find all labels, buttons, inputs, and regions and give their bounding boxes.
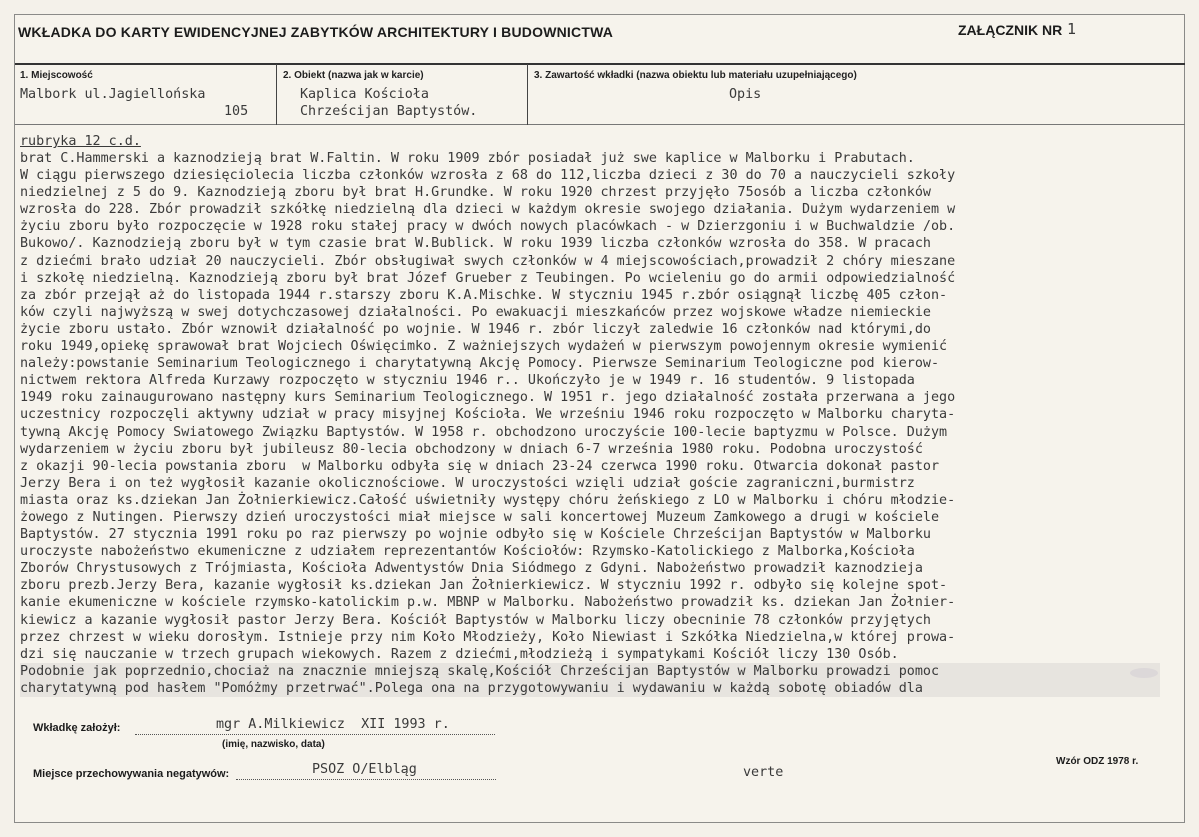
description-text bbox=[20, 150, 1160, 697]
text-line: miasta oraz ks.dziekan Jan Żołnierkiewicz.Całość uświetniły występy chóru żeńskiego z LO w Malborku i chóru młodzie- bbox=[20, 492, 956, 508]
author-value: mgr A.Milkiewicz XII 1993 r. bbox=[216, 717, 450, 732]
rubric-heading: rubryka 12 c.d. bbox=[20, 134, 141, 149]
contents-label: 3. Zawartość wkładki (nazwa obiektu lub materiału uzupełniającego) bbox=[534, 70, 857, 81]
text-line: i szkołę niedzielną. Kaznodzieją zboru był brat Józef Grueber z Teubingen. Po wcieleniu go do armii odpowiedzialność bbox=[20, 270, 956, 286]
text-line: przez chrzest w wieku dorosłym. Istnieje przy nim Koło Młodzieży, Koło Niewiast i Szkółka Niedzielna,w której prowa- bbox=[20, 629, 956, 645]
text-line: dzi się nauczanie w trzech grupach wiekowych. Razem z dziećmi,młodzieżą i sympatykami Kościół liczy 130 Osób. bbox=[20, 646, 899, 662]
locality-value-line2: 105 bbox=[224, 104, 249, 119]
text-line: żowego z Nutingen. Pierwszy dzień uroczystości miał miejsce w sali koncertowej Muzeum Zamkowego a drugi w kościele bbox=[20, 509, 940, 525]
locality-value-line1: Malbork ul.Jagiellońska bbox=[20, 87, 206, 102]
annex-number: 1 bbox=[1067, 20, 1077, 38]
text-line: W ciągu pierwszego dziesięciolecia liczba członków wzrosła z 68 do 112,liczba dzieci z 30 do 70 a nauczycieli szkoły bbox=[20, 168, 956, 184]
text-line: z dziećmi brało udział 20 nauczycieli. Zbór obsługiwał swych członków w 4 miejscowościach,prowadził 2 chóry mieszane bbox=[20, 253, 956, 269]
verte-note: verte bbox=[743, 765, 784, 780]
text-line: wydarzeniem w życiu zboru był jubileusz 80-lecia obchodzony w dniach 6-7 września 1980 roku. Podobna uroczystość bbox=[20, 441, 923, 457]
text-line: wzrosła do 228. Zbór prowadził szkółkę niedzielną dla dzieci w każdym okresie swojego działania. Dużym wydarzeniem w bbox=[20, 202, 956, 218]
header-divider bbox=[15, 63, 1185, 65]
text-line: uczestnicy rozpoczęli aktywny udział w pracy misyjnej Kościoła. We wrześniu 1946 roku rozpoczęto w Malborku charyta- bbox=[20, 407, 956, 423]
storage-label: Miejsce przechowywania negatywów: bbox=[33, 768, 230, 780]
text-line: ków czyli najwyższą w swej dotychczasowej działalności. Po ewakuacji mieszkańców przez wojskowe władze niemieckie bbox=[20, 304, 931, 320]
text-line: roku 1949,opiekę sprawował brat Wojciech Oświęcimko. Z ważniejszych wydażeń w pierwszym powojennym okresie wymienić bbox=[20, 339, 948, 355]
annex-label: ZAŁĄCZNIK NR bbox=[958, 22, 1063, 38]
text-line: kanie ekumeniczne w kościele rzymsko-katolickim p.w. MBNP w Malborku. Nabożeństwo prowadził ks. dziekan Jan Żołnier- bbox=[20, 595, 956, 611]
text-line: zboru prezb.Jerzy Bera, kazanie wygłosił ks.dziekan Jan Żołnierkiewicz. W styczniu 1992 r. odbyło się kolejne spot- bbox=[20, 578, 948, 594]
field-separator-2 bbox=[527, 64, 528, 125]
document-title: WKŁADKA DO KARTY EWIDENCYJNEJ ZABYTKÓW ARCHITEKTURY I BUDOWNICTWA bbox=[18, 24, 614, 40]
text-line: 1949 roku zainaugurowano następny kurs Seminarium Teologicznego. W 1951 r. jego działalność została przerwana a jego bbox=[20, 390, 956, 406]
text-line: niedzielnej z 5 do 9. Kaznodzieją zboru był brat H.Grundke. W roku 1920 chrzest przyjęło 75osób a liczba członków bbox=[20, 185, 931, 201]
text-line: brat C.Hammerski a kaznodzieją brat W.Faltin. W roku 1909 zbór posiadał już swe kaplice w Malborku i Prabutach. bbox=[20, 151, 915, 166]
field-separator-1 bbox=[276, 64, 277, 125]
form-template-id: Wzór ODZ 1978 r. bbox=[1056, 756, 1139, 767]
text-line: charytatywną pod hasłem "Pomóżmy przetrwać".Polega ona na przygotowywaniu i wydawaniu w każdą sobotę obiadów dla bbox=[20, 680, 1160, 697]
text-line: należy:powstanie Seminarium Teologicznego i charytatywną Akcję Pomocy. Pierwsze Seminarium Teologiczne pod kierow- bbox=[20, 356, 940, 372]
text-line: Bukowo/. Kaznodzieją zboru był w tym czasie brat W.Bublick. W roku 1939 liczba członków wzrosła do 358. W pracach bbox=[20, 236, 931, 252]
storage-dotted-line bbox=[236, 779, 496, 780]
author-label: Wkładkę założył: bbox=[33, 722, 121, 734]
text-line: uroczyste nabożeństwo ekumeniczne z udziałem reprezentantów Kościołów: Rzymsko-Katolickiego z Malborka,Kościoła bbox=[20, 544, 915, 560]
fields-bottom-divider bbox=[15, 124, 1185, 125]
text-line: za zbór przejął aż do listopada 1944 r.starszy zboru K.A.Mischke. W styczniu 1945 r.zbór osiągnął liczbę 405 człon- bbox=[20, 287, 948, 303]
text-line: Jerzy Bera i on też wygłosił kazanie okolicznościowe. W uroczystości wzięli udział goście zagraniczni,burmistrz bbox=[20, 475, 915, 491]
object-value-line2: Chrześcijan Baptystów. bbox=[300, 104, 478, 119]
text-line: z okazji 90-lecia powstania zboru w Malborku odbyła się w dniach 23-24 czerwca 1990 roku. Otwarcia dokonał pastor bbox=[20, 458, 940, 474]
paper-stain bbox=[1130, 668, 1158, 678]
text-line: tywną Akcję Pomocy Swiatowego Związku Baptystów. W 1958 r. obchodzono uroczyście 100-lecie baptyzmu w Polsce. Dużym bbox=[20, 424, 948, 440]
author-dotted-line bbox=[135, 734, 495, 735]
locality-label: 1. Miejscowość bbox=[20, 70, 93, 81]
text-line: nictwem rektora Alfreda Kurzawy rozpoczęto w styczniu 1946 r.. Ukończyło je w 1949 r. 16 studentów. 9 listopada bbox=[20, 373, 915, 389]
contents-value: Opis bbox=[729, 87, 762, 102]
storage-value: PSOZ O/Elbląg bbox=[312, 762, 417, 777]
text-line: Baptystów. 27 stycznia 1991 roku po raz pierwszy po wojnie odbyło się w Kościele Chrześcijan Baptystów w Malborku bbox=[20, 527, 931, 543]
text-line: życiu zboru było rozpoczęcie w 1928 roku stałej pracy w dwóch nowych placówkach - w Dzierzgoniu i w Buchwaldzie /ob. bbox=[20, 219, 956, 235]
text-line: życie zboru ustało. Zbór wznowił działalność po wojnie. W 1946 r. zbór liczył zaledwie 16 członków nad którymi,do bbox=[20, 321, 931, 337]
object-label: 2. Obiekt (nazwa jak w karcie) bbox=[283, 70, 424, 81]
object-value-line1: Kaplica Kościoła bbox=[300, 87, 429, 102]
text-line: Zborów Chrystusowych z Trójmiasta, Kościoła Adwentystów Dnia Siódmego z Gdyni. Nabożeństwo prowadził kaznodzieja bbox=[20, 561, 923, 577]
text-line: Podobnie jak poprzednio,chociaż na znacznie mniejszą skalę,Kościół Chrześcijan Baptystów w Malborku prowadzi pomoc bbox=[20, 663, 1160, 680]
author-hint: (imię, nazwisko, data) bbox=[222, 739, 325, 750]
text-line: kiewicz a kazanie wygłosił pastor Jerzy Bera. Kościół Baptystów w Malborku liczy obecninie 78 członków przyjętych bbox=[20, 612, 931, 628]
